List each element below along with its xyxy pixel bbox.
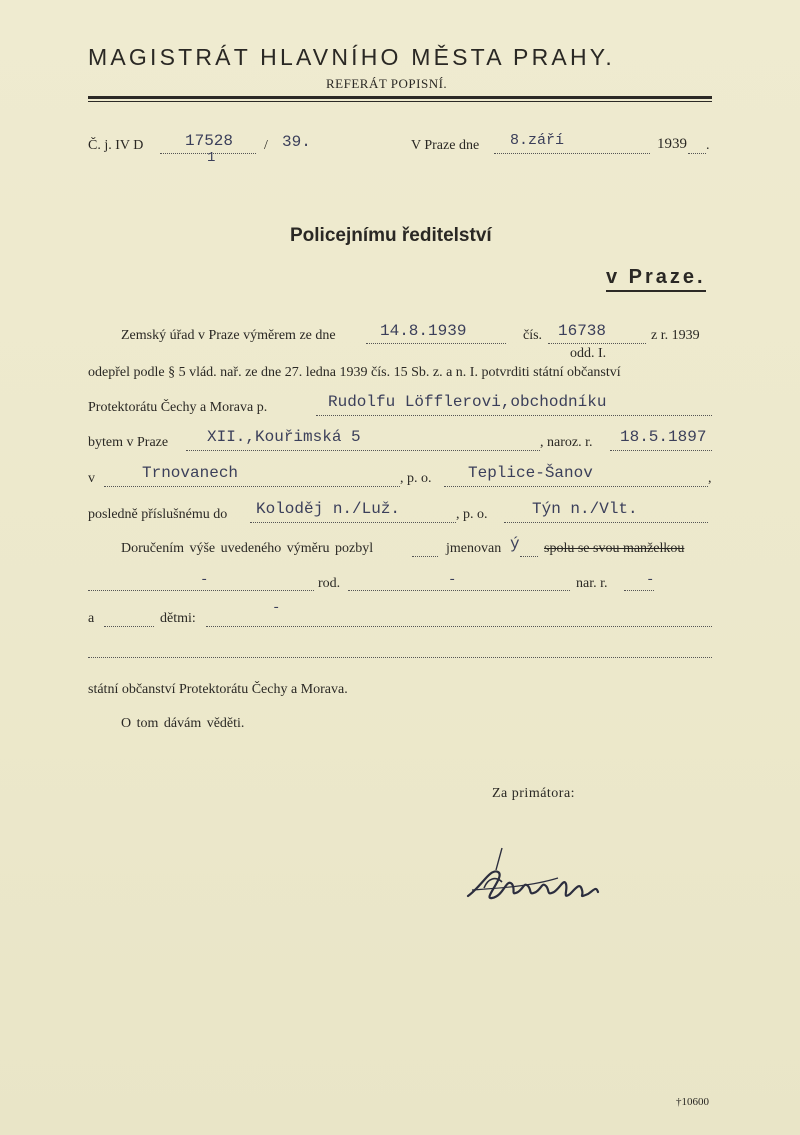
- body-l11: státní občanství Protektorátu Čechy a Morava.: [88, 682, 348, 697]
- l4-addr-dots: [186, 450, 540, 451]
- body-l1-num: 16738: [558, 322, 607, 340]
- l1-num-dots: [548, 343, 646, 344]
- body-l5-c: ,: [708, 471, 712, 486]
- date-dots: [494, 153, 650, 154]
- body-l6-b: , p. o.: [456, 507, 488, 522]
- ref-year: 39.: [282, 133, 311, 151]
- l6-po-dots: [504, 522, 708, 523]
- body-l3-a: Protektorátu Čechy a Morava p.: [88, 400, 268, 415]
- l3-name-dots: [316, 415, 712, 416]
- l7-dots-2: [520, 556, 538, 557]
- body-l1-b: čís.: [523, 328, 543, 343]
- ref-slash: /: [264, 138, 268, 153]
- body-l5-po: Teplice-Šanov: [468, 464, 593, 482]
- body-l8-dash2: -: [448, 572, 457, 588]
- body-l5-place: Trnovanech: [142, 464, 239, 482]
- l9-dots-2: [206, 626, 712, 627]
- body-l9-dash: -: [272, 600, 281, 616]
- signature-image: [462, 838, 612, 918]
- date-prefix: V Praze dne: [411, 138, 480, 153]
- body-l12: O tom dávám věděti.: [121, 716, 245, 731]
- body-l4-b: , naroz. r.: [540, 435, 593, 450]
- header-rule-thin: [88, 101, 712, 102]
- body-l2: odepřel podle § 5 vlád. nař. ze dne 27. ledna 1939 čís. 15 Sb. z. a n. I. potvrditi státní občanství: [88, 365, 621, 380]
- body-l6-place: Koloděj n./Luž.: [256, 500, 401, 518]
- body-l5-b: , p. o.: [400, 471, 432, 486]
- date-value: 8.září: [510, 132, 565, 149]
- date-year-dots: [688, 153, 706, 154]
- header-title: MAGISTRÁT HLAVNÍHO MĚSTA PRAHY.: [88, 44, 615, 70]
- ref-prefix: Č. j. IV D: [88, 138, 144, 153]
- body-l5-a: v: [88, 471, 95, 486]
- l6-place-dots: [250, 522, 456, 523]
- body-l8-nar: nar. r.: [576, 576, 608, 591]
- body-l1-a: Zemský úřad v Praze výměrem ze dne: [121, 328, 336, 343]
- addressee-line2: v Praze.: [606, 266, 706, 292]
- body-l1-c: z r. 1939: [651, 328, 700, 343]
- addressee-line1: Policejnímu ředitelství: [290, 225, 492, 246]
- body-l7-a: Doručením výše uvedeného výměru pozbyl: [121, 541, 374, 556]
- header-subtitle: REFERÁT POPISNÍ.: [326, 76, 448, 91]
- body-l1-date: 14.8.1939: [380, 322, 467, 340]
- body-l3-name: Rudolfu Löfflerovi,obchodníku: [328, 393, 607, 411]
- closing-for: Za primátora:: [492, 786, 576, 801]
- body-l8-rod: rod.: [318, 576, 341, 591]
- ref-number: 17528: [185, 132, 234, 150]
- l7-dots-1: [412, 556, 438, 557]
- l8-dots-1: [88, 590, 314, 591]
- date-year: 1939: [657, 136, 687, 152]
- body-l4-birth: 18.5.1897: [620, 428, 707, 446]
- body-l4-addr: XII.,Kouřimská 5: [207, 428, 361, 446]
- l9-dots-1: [104, 626, 154, 627]
- ref-sub: 1: [207, 150, 216, 166]
- l1-date-dots: [366, 343, 506, 344]
- body-l4-a: bytem v Praze: [88, 435, 169, 450]
- body-l7-b: jmenovan: [446, 541, 502, 556]
- body-l6-a: posledně příslušnému do: [88, 507, 228, 522]
- l4-birth-dots: [610, 450, 712, 451]
- l8-dots-3: [624, 590, 654, 591]
- body-l8-dash3: -: [646, 572, 655, 588]
- l5-place-dots: [104, 486, 400, 487]
- l5-po-dots: [444, 486, 708, 487]
- l10-dots: [88, 657, 712, 658]
- body-l6-po: Týn n./Vlt.: [532, 500, 638, 518]
- body-l8-dash1: -: [200, 572, 209, 588]
- body-l1-odd: odd. I.: [570, 346, 607, 361]
- body-l7-y: ý: [510, 535, 520, 553]
- l8-dots-2: [348, 590, 570, 591]
- body-l9-a: a: [88, 611, 95, 626]
- date-end: .: [706, 138, 710, 153]
- body-l9-b: dětmi:: [160, 611, 196, 626]
- header-rule-thick: [88, 96, 712, 99]
- footer-code: †10600: [676, 1096, 709, 1108]
- body-l7-strike: spolu se svou manželkou: [544, 541, 685, 556]
